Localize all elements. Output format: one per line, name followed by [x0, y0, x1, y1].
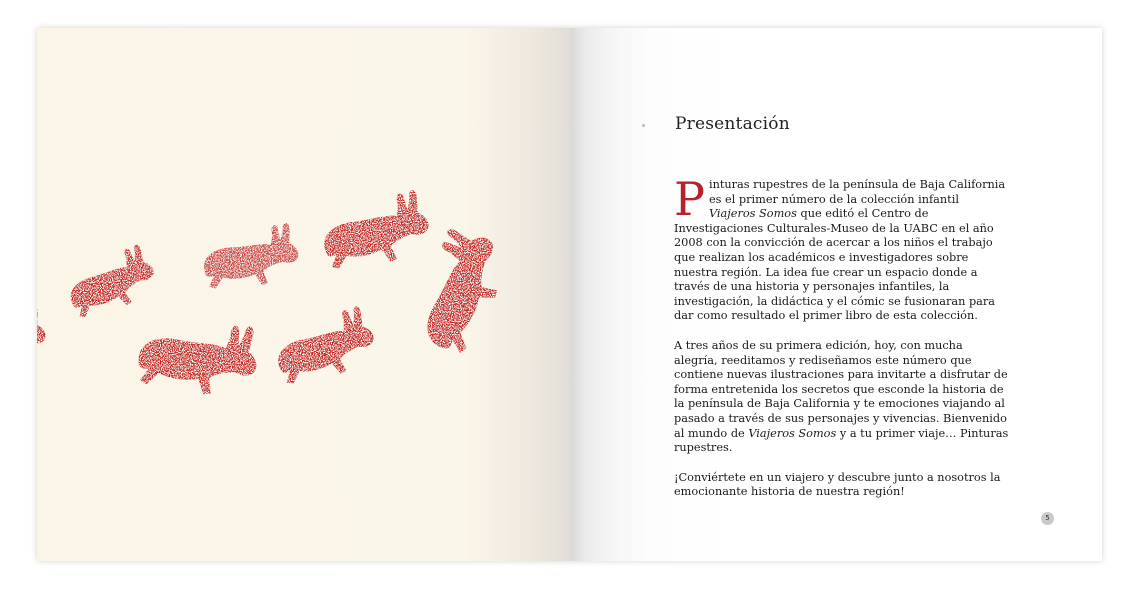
- rabbit-5: [135, 312, 262, 401]
- book-spread: [37, 28, 1102, 561]
- body-text: [674, 172, 1009, 515]
- rabbit-3: [317, 188, 433, 272]
- paragraph-2: A tres años de su primera edición, hoy, con mucha alegría, reeditamos y rediseñamos este número que contiene nuevas ilustraciones para invitarte a disfrutar de forma entretenida los secretos que esconde la historia de la península de Baja California y te emociones viajando al pasado a través de sus personajes y vivencias. Bienvenido al mundo de Viajeros Somos y a tu primer viaje… Pinturas rupestres.: [674, 338, 1009, 455]
- rabbit-1: [61, 242, 161, 321]
- page-title: Presentación: [675, 114, 790, 134]
- rabbit-6: [270, 304, 381, 388]
- title-marker: [642, 124, 645, 127]
- paragraph-1: Pinturas rupestres de la península de Baja California es el primer número de la colección infantil Viajeros Somos que editó el Centro de Investigaciones Culturales-Museo de la UABC en el año 2008 con la convicción de acercar a los niños el trabajo que realizan los académicos e investigadores sobre nuestra región. La idea fue crear un espacio donde a través de una historia y personajes infantiles, la investigación, la didáctica y el cómic se fusionaran para dar como resultado el primer libro de esta colección.: [674, 172, 1006, 323]
- paragraph-3: ¡Conviértete en un viajero y descubre junto a nosotros la emocionante historia de nuestra región!: [674, 470, 1001, 499]
- rabbit-2: [200, 222, 301, 291]
- drop-cap: P: [674, 172, 705, 226]
- left-page: [37, 28, 570, 561]
- rabbit-7: [37, 305, 48, 369]
- rabbit-4: [398, 221, 518, 360]
- page-number-badge: 5: [1041, 512, 1054, 525]
- right-page: [570, 28, 1102, 561]
- rabbit-illustration: [37, 28, 570, 561]
